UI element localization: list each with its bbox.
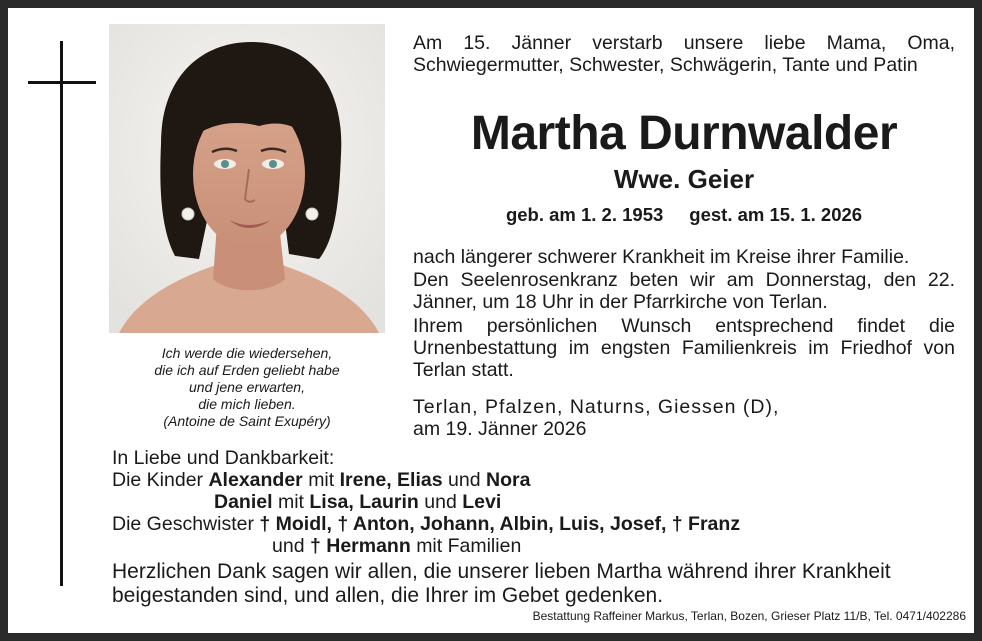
funeral-home-footer: Bestattung Raffeiner Markus, Terlan, Bozen, Grieser Platz 11/B, Tel. 0471/402286 xyxy=(532,609,966,623)
intro-text: Am 15. Jänner verstarb unsere liebe Mama, Oma, Schwiegermutter, Schwester, Schwägerin, Tante und Patin xyxy=(413,32,955,76)
announcement-date: am 19. Jänner 2026 xyxy=(413,418,587,440)
child-name: Daniel xyxy=(214,491,273,513)
quote-line: die ich auf Erden geliebt habe xyxy=(154,362,340,378)
thanks-text xyxy=(112,560,891,608)
thanks-line: Herzlichen Dank sagen wir allen, die unserer lieben Martha während ihrer Krankheit xyxy=(112,560,891,583)
connector: und xyxy=(448,469,481,491)
mourners-heading: In Liebe und Dankbarkeit: xyxy=(112,447,335,469)
obituary-card xyxy=(8,8,974,633)
deceased-name: Martha Durnwalder xyxy=(470,107,898,160)
life-dates xyxy=(413,204,955,226)
connector: mit xyxy=(308,469,335,491)
mourners-children-line1 xyxy=(112,469,530,491)
mourners-siblings-line1 xyxy=(112,513,740,535)
burial-text: Ihrem persönlichen Wunsch entsprechend findet die Urnenbestattung im engsten Familienkreis im Friedhof von Terlan statt. xyxy=(413,315,955,381)
quote xyxy=(112,345,382,430)
death-date: gest. am 15. 1. 2026 xyxy=(689,204,863,225)
quote-line: die mich lieben. xyxy=(198,396,296,412)
connector: und xyxy=(424,491,457,513)
family-names: Nora xyxy=(485,469,531,491)
quote-line: und jene erwarten, xyxy=(189,379,305,395)
family-names: Levi xyxy=(462,491,502,513)
family-names: Irene, Elias xyxy=(339,469,443,491)
birth-date: geb. am 1. 2. 1953 xyxy=(505,204,664,225)
children-label: Die Kinder xyxy=(112,469,204,491)
connector: mit xyxy=(277,491,304,513)
sibling-names: † Hermann xyxy=(309,535,411,557)
thanks-line: beigestanden sind, und allen, die Ihrer im Gebet gedenken. xyxy=(112,584,664,607)
portrait-photo xyxy=(109,24,385,333)
portrait-illustration xyxy=(109,24,385,333)
places: Terlan, Pfalzen, Naturns, Giessen (D), xyxy=(413,396,780,418)
quote-line: Ich werde die wiedersehen, xyxy=(161,345,333,361)
mourners-siblings-line2 xyxy=(272,535,521,557)
widow-name: Wwe. Geier xyxy=(613,164,755,194)
place-date xyxy=(413,396,779,440)
families-text: mit Familien xyxy=(416,535,522,557)
cross-icon-bar xyxy=(28,81,96,84)
mourners-children-line2 xyxy=(214,491,501,513)
connector: und xyxy=(272,535,305,557)
siblings-label: Die Geschwister xyxy=(112,513,254,535)
rosary-text: Den Seelenrosenkranz beten wir am Donnerstag, den 22. Jänner, um 18 Uhr in der Pfarrkirche von Terlan. xyxy=(413,269,955,313)
illness-text: nach längerer schwerer Krankheit im Kreise ihrer Familie. xyxy=(413,246,910,268)
sibling-names: † Moidl, † Anton, Johann, Albin, Luis, Josef, † Franz xyxy=(259,513,741,535)
quote-attribution: (Antoine de Saint Exupéry) xyxy=(163,413,331,429)
child-name: Alexander xyxy=(208,469,303,491)
cross-icon xyxy=(60,41,63,586)
family-names: Lisa, Laurin xyxy=(309,491,419,513)
